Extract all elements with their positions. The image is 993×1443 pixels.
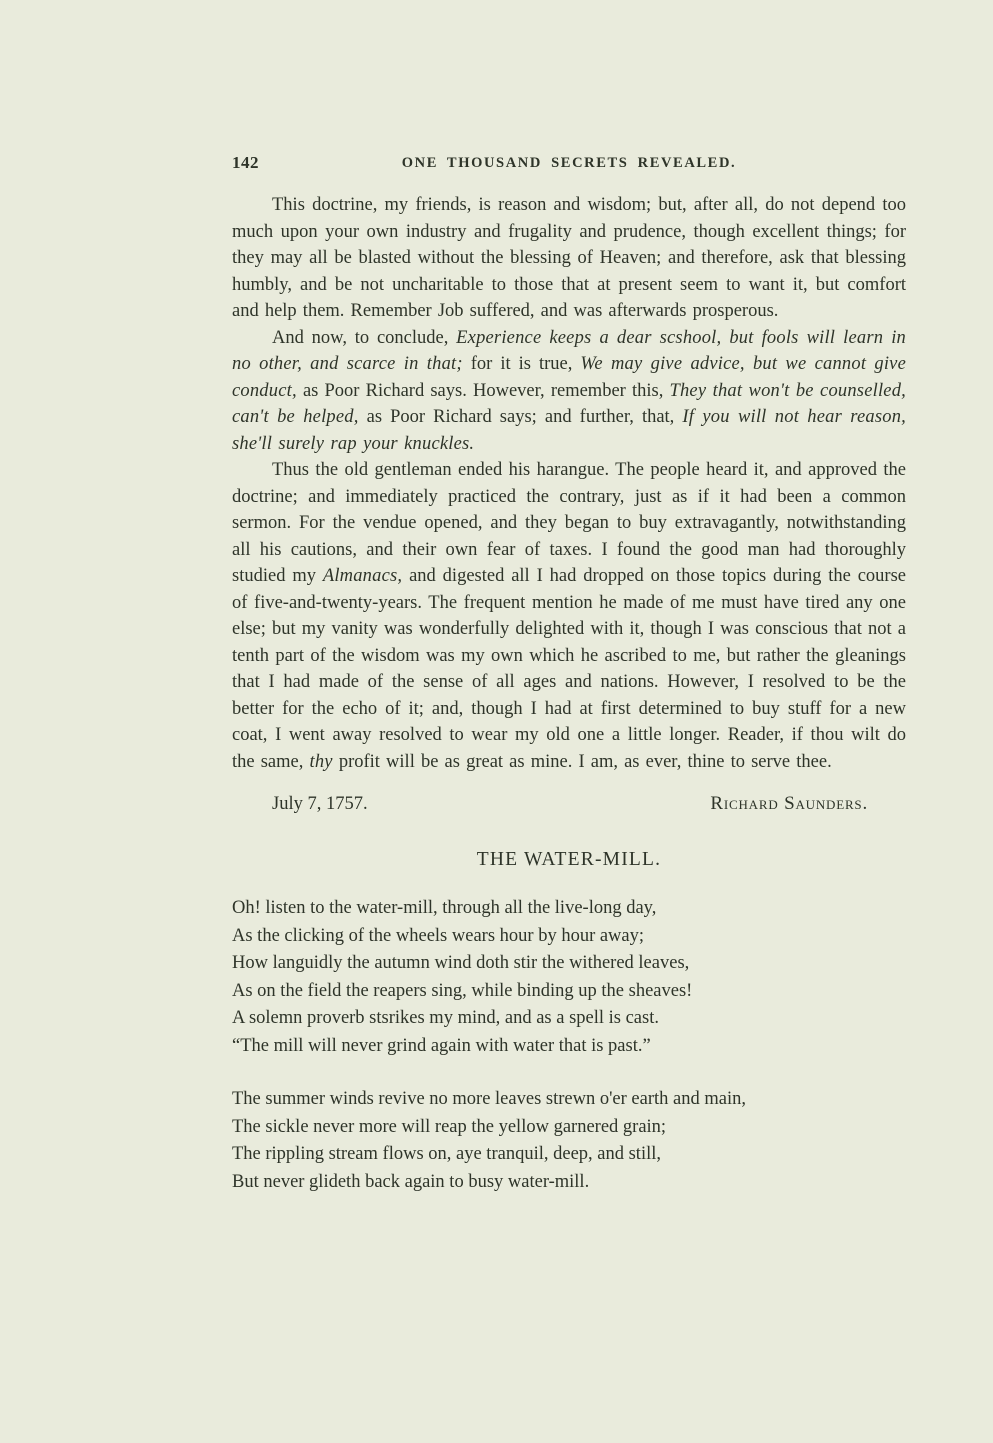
dateline-date: July 7, 1757. xyxy=(272,794,368,814)
poem-line: The sickle never more will reap the yellow garnered grain; xyxy=(232,1116,667,1137)
text-run: Thus the old gentleman ended his harangue. The people heard it, and approved the doctrine; and immediately practiced the contrary, just as if it had been a common sermon. For the vendue opened, and they began to buy extravagantly, notwithstanding all his cautions, and their own fear of taxes. I found the good man had thoroughly studied my xyxy=(232,460,906,586)
poem-line: The summer winds revive no more leaves strewn o'er earth and main, xyxy=(232,1089,746,1109)
italic-text-run: Experience keeps a dear scshool, but fools will learn in no other, and scarce in that; xyxy=(232,327,906,374)
poem-title: THE WATER-MILL. xyxy=(476,849,662,870)
poem-line: A solemn proverb stsrikes my mind, and as a spell is cast. xyxy=(232,1008,659,1028)
poem-stanzas xyxy=(232,895,906,1196)
text-run: as Poor Richard says; and further, that, xyxy=(358,407,683,427)
poem-line: Oh! listen to the water-mill, through all the live-long day, xyxy=(232,898,657,918)
poem-stanza xyxy=(232,895,906,1060)
paragraph xyxy=(232,325,906,458)
text-run: and digested all I had dropped on those topics during the course of five-and-twenty-years. The frequent mention he made of me must have tired any one else; but my vanity was wonderfully delighted with it, though I was conscious that not a tenth part of the wisdom was my own which he ascribed to me, but rather the gleanings that I had made of the sense of all ages and nations. However, I resolved to be the better for the echo of it; and, though I had at first determined to buy stuff for a new coat, I went away resolved to wear my old one a little longer. Reader, if thou wilt do the same, xyxy=(232,566,907,772)
text-run: profit will be as great as mine. I am, as ever, thine to serve thee. xyxy=(332,751,832,772)
paragraph xyxy=(232,192,906,325)
italic-text-run: thy xyxy=(309,751,333,772)
text-run: as Poor Richard says. However, remember this, xyxy=(296,380,670,401)
page-header xyxy=(232,152,906,178)
poem-line: But never glideth back again to busy water-mill. xyxy=(232,1171,590,1192)
dateline xyxy=(232,793,906,815)
italic-text-run: They that won't be counselled, can't be helped, xyxy=(232,380,906,427)
italic-text-run: We may give advice, but we cannot give conduct, xyxy=(232,354,906,401)
text-run: This doctrine, my friends, is reason and wisdom; but, after all, do not depend too much upon your own industry and frugality and prudence, though excellent things; for they may all be blasted without the blessing of Heaven; and therefore, ask that blessing humbly, and be not uncharitable to those that at present seem to want it, but comfort and help them. Remember Job suffered, and was afterwards prosperous. xyxy=(232,195,906,321)
poem-line: As on the field the reapers sing, while binding up the sheaves! xyxy=(232,980,693,1001)
poem-line: As the clicking of the wheels wears hour by hour away; xyxy=(232,925,645,946)
italic-text-run: If you will not hear reason, she'll surely rap your knuckles. xyxy=(232,407,906,454)
body-paragraphs xyxy=(232,192,906,775)
italic-text-run: Almanacs, xyxy=(322,566,403,586)
text-run: for it is true, xyxy=(462,354,581,374)
signature: Richard Saunders. xyxy=(710,793,868,814)
poem-line: How languidly the autumn wind doth stir the withered leaves, xyxy=(232,953,690,973)
poem-stanza xyxy=(232,1086,906,1196)
text-run: And now, to conclude, xyxy=(272,327,457,348)
page-content xyxy=(232,152,906,1196)
page-number: 142 xyxy=(232,153,259,172)
running-head: ONE THOUSAND SECRETS REVEALED. xyxy=(401,155,737,171)
paragraph xyxy=(232,457,906,775)
poem-line: “The mill will never grind again with water that is past.” xyxy=(232,1035,651,1056)
poem-line: The rippling stream flows on, aye tranquil, deep, and still, xyxy=(232,1144,661,1164)
